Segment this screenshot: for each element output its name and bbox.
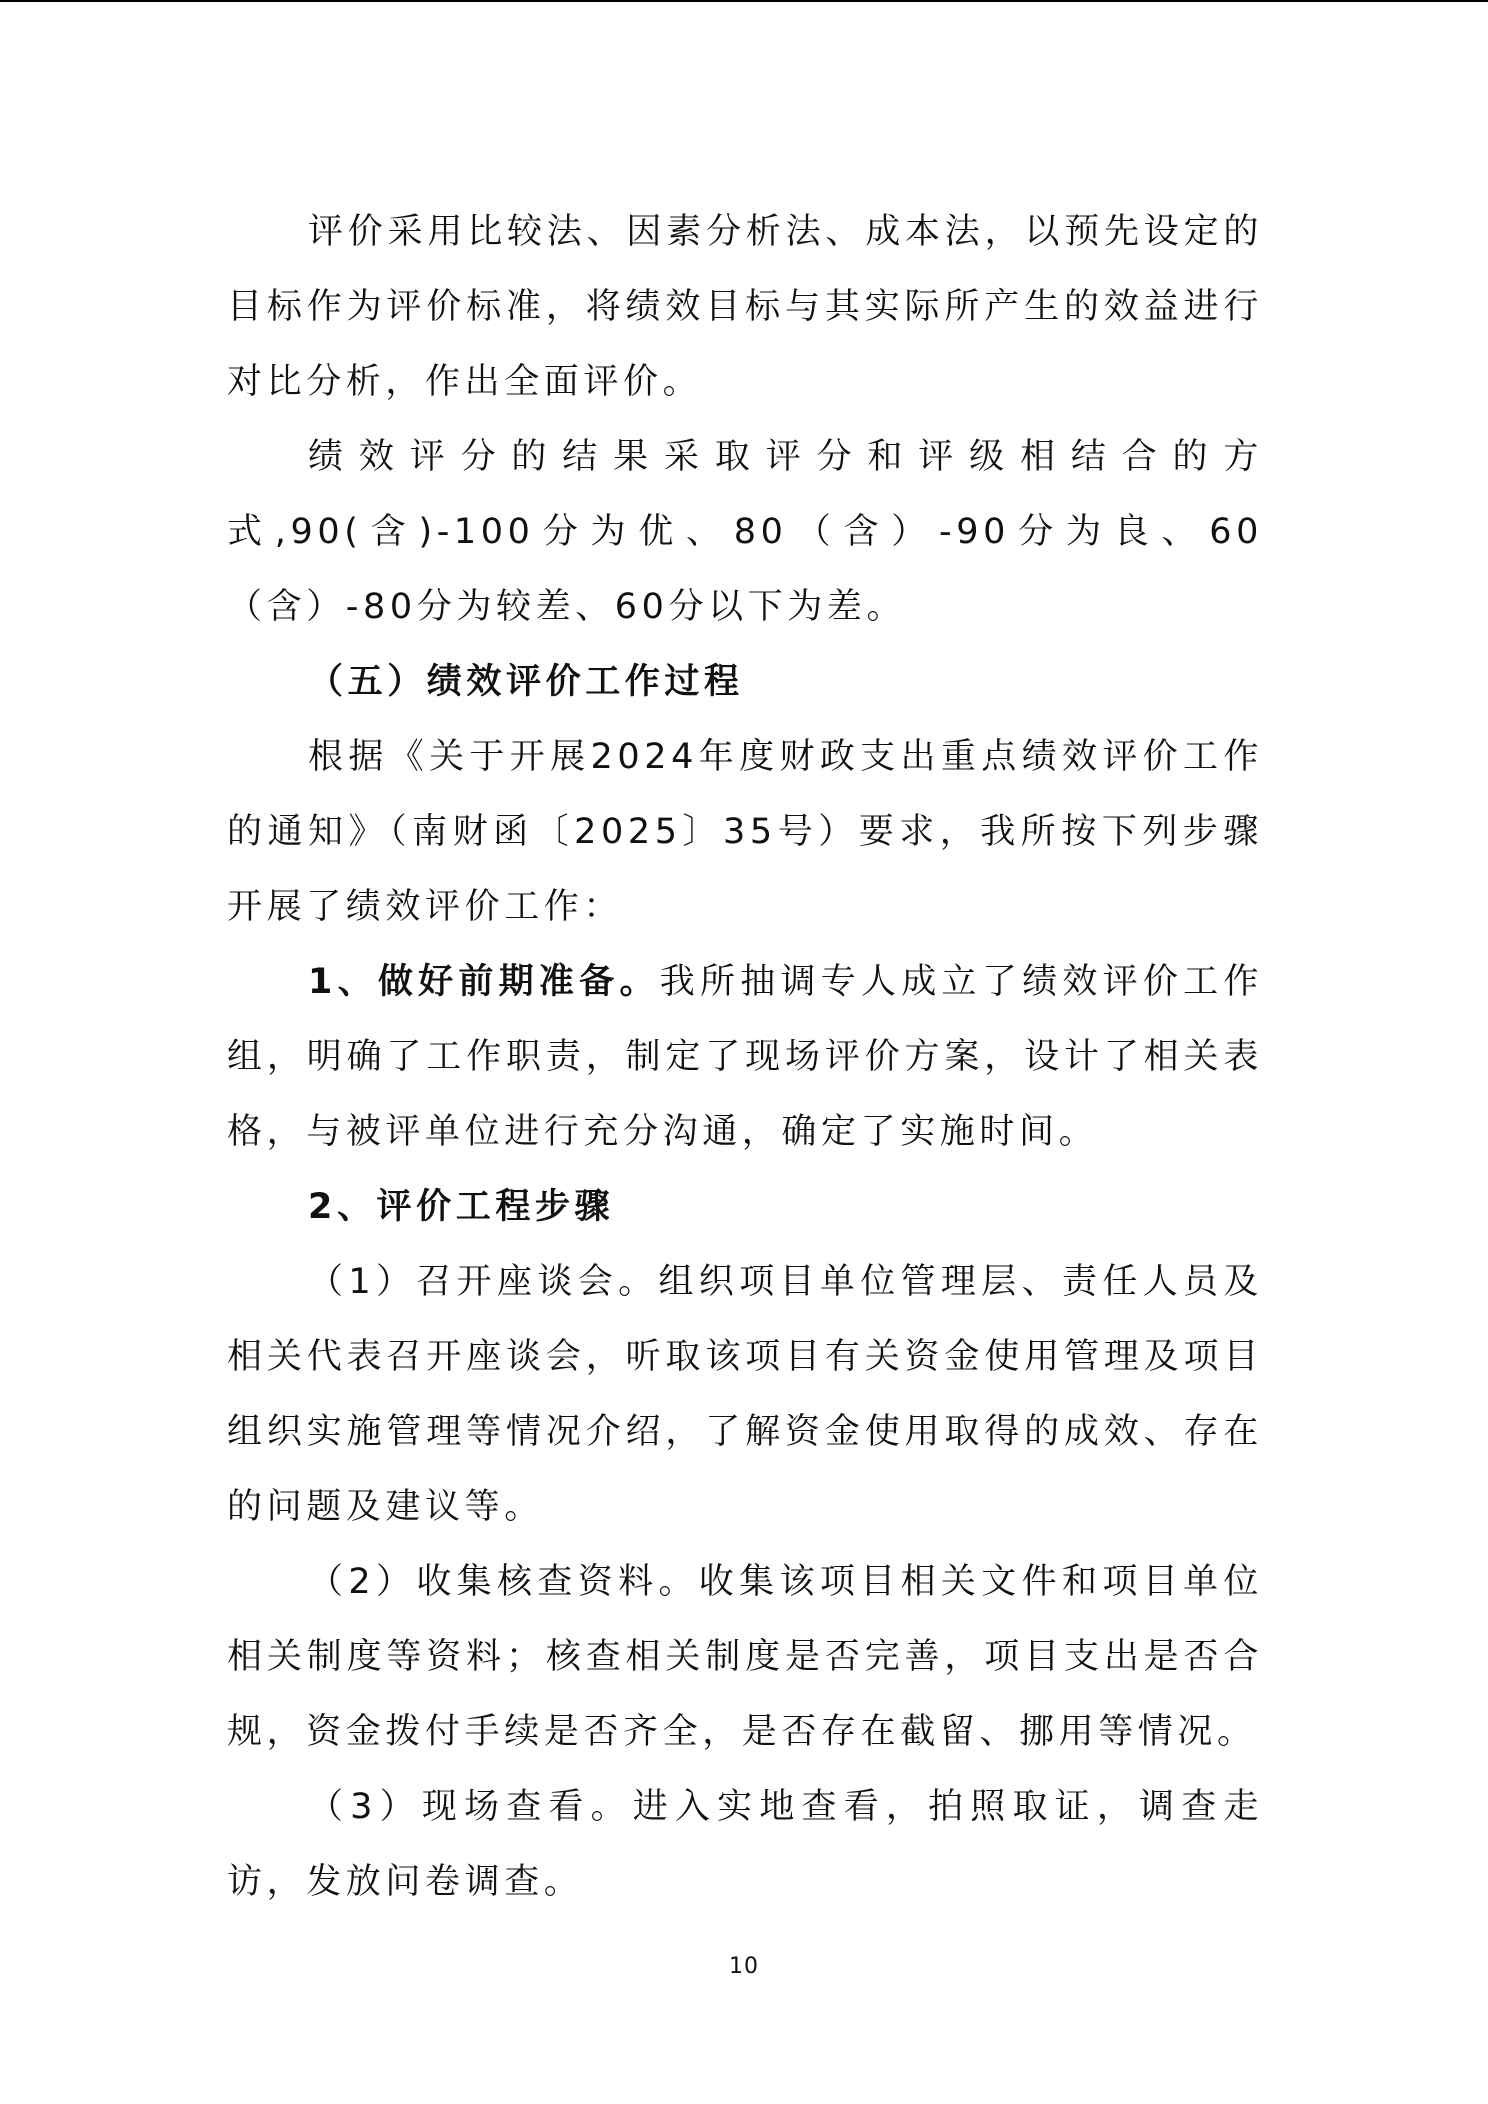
top-border-line <box>0 0 1488 2</box>
section-heading: （五）绩效评价工作过程 <box>308 662 744 702</box>
paragraph-evaluation-method: 评价采用比较法、因素分析法、成本法，以预先设定的目标作为评价标准，将绩效目标与其实际所产生的效益进行对比分析，作出全面评价。 <box>227 212 1263 402</box>
step-2-heading: 2、评价工程步骤 <box>308 1187 615 1227</box>
step-1-body: 我所抽调专人成立了绩效评价工作组，明确了工作职责，制定了现场评价方案，设计了相关表格，与被评单位进行充分沟通，确定了实施时间。 <box>227 962 1263 1152</box>
page-number: 10 <box>729 1954 759 1979</box>
sub-step-2: （2）收集核查资料。收集该项目相关文件和项目单位相关制度等资料；核查相关制度是否完善，项目支出是否合规，资金拨付手续是否齐全，是否存在截留、挪用等情况。 <box>227 1562 1263 1752</box>
sub-step-3: （3）现场查看。进入实地查看，拍照取证，调查走访，发放问卷调查。 <box>227 1787 1263 1902</box>
paragraph-notice-intro: 根据《关于开展2024年度财政支出重点绩效评价工作的通知》（南财函〔2025〕35号）要求，我所按下列步骤开展了绩效评价工作： <box>227 737 1263 927</box>
step-1-lead: 1、做好前期准备。 <box>308 962 660 1002</box>
step-1-paragraph <box>227 945 1263 1170</box>
document-body <box>227 195 1263 1920</box>
paragraph-scoring-rules: 绩效评分的结果采取评分和评级相结合的方式,90(含)-100分为优、80（含）-90分为良、60（含）-80分为较差、60分以下为差。 <box>227 437 1263 627</box>
sub-step-1: （1）召开座谈会。组织项目单位管理层、责任人员及相关代表召开座谈会，听取该项目有关资金使用管理及项目组织实施管理等情况介绍，了解资金使用取得的成效、存在的问题及建议等。 <box>227 1262 1263 1527</box>
